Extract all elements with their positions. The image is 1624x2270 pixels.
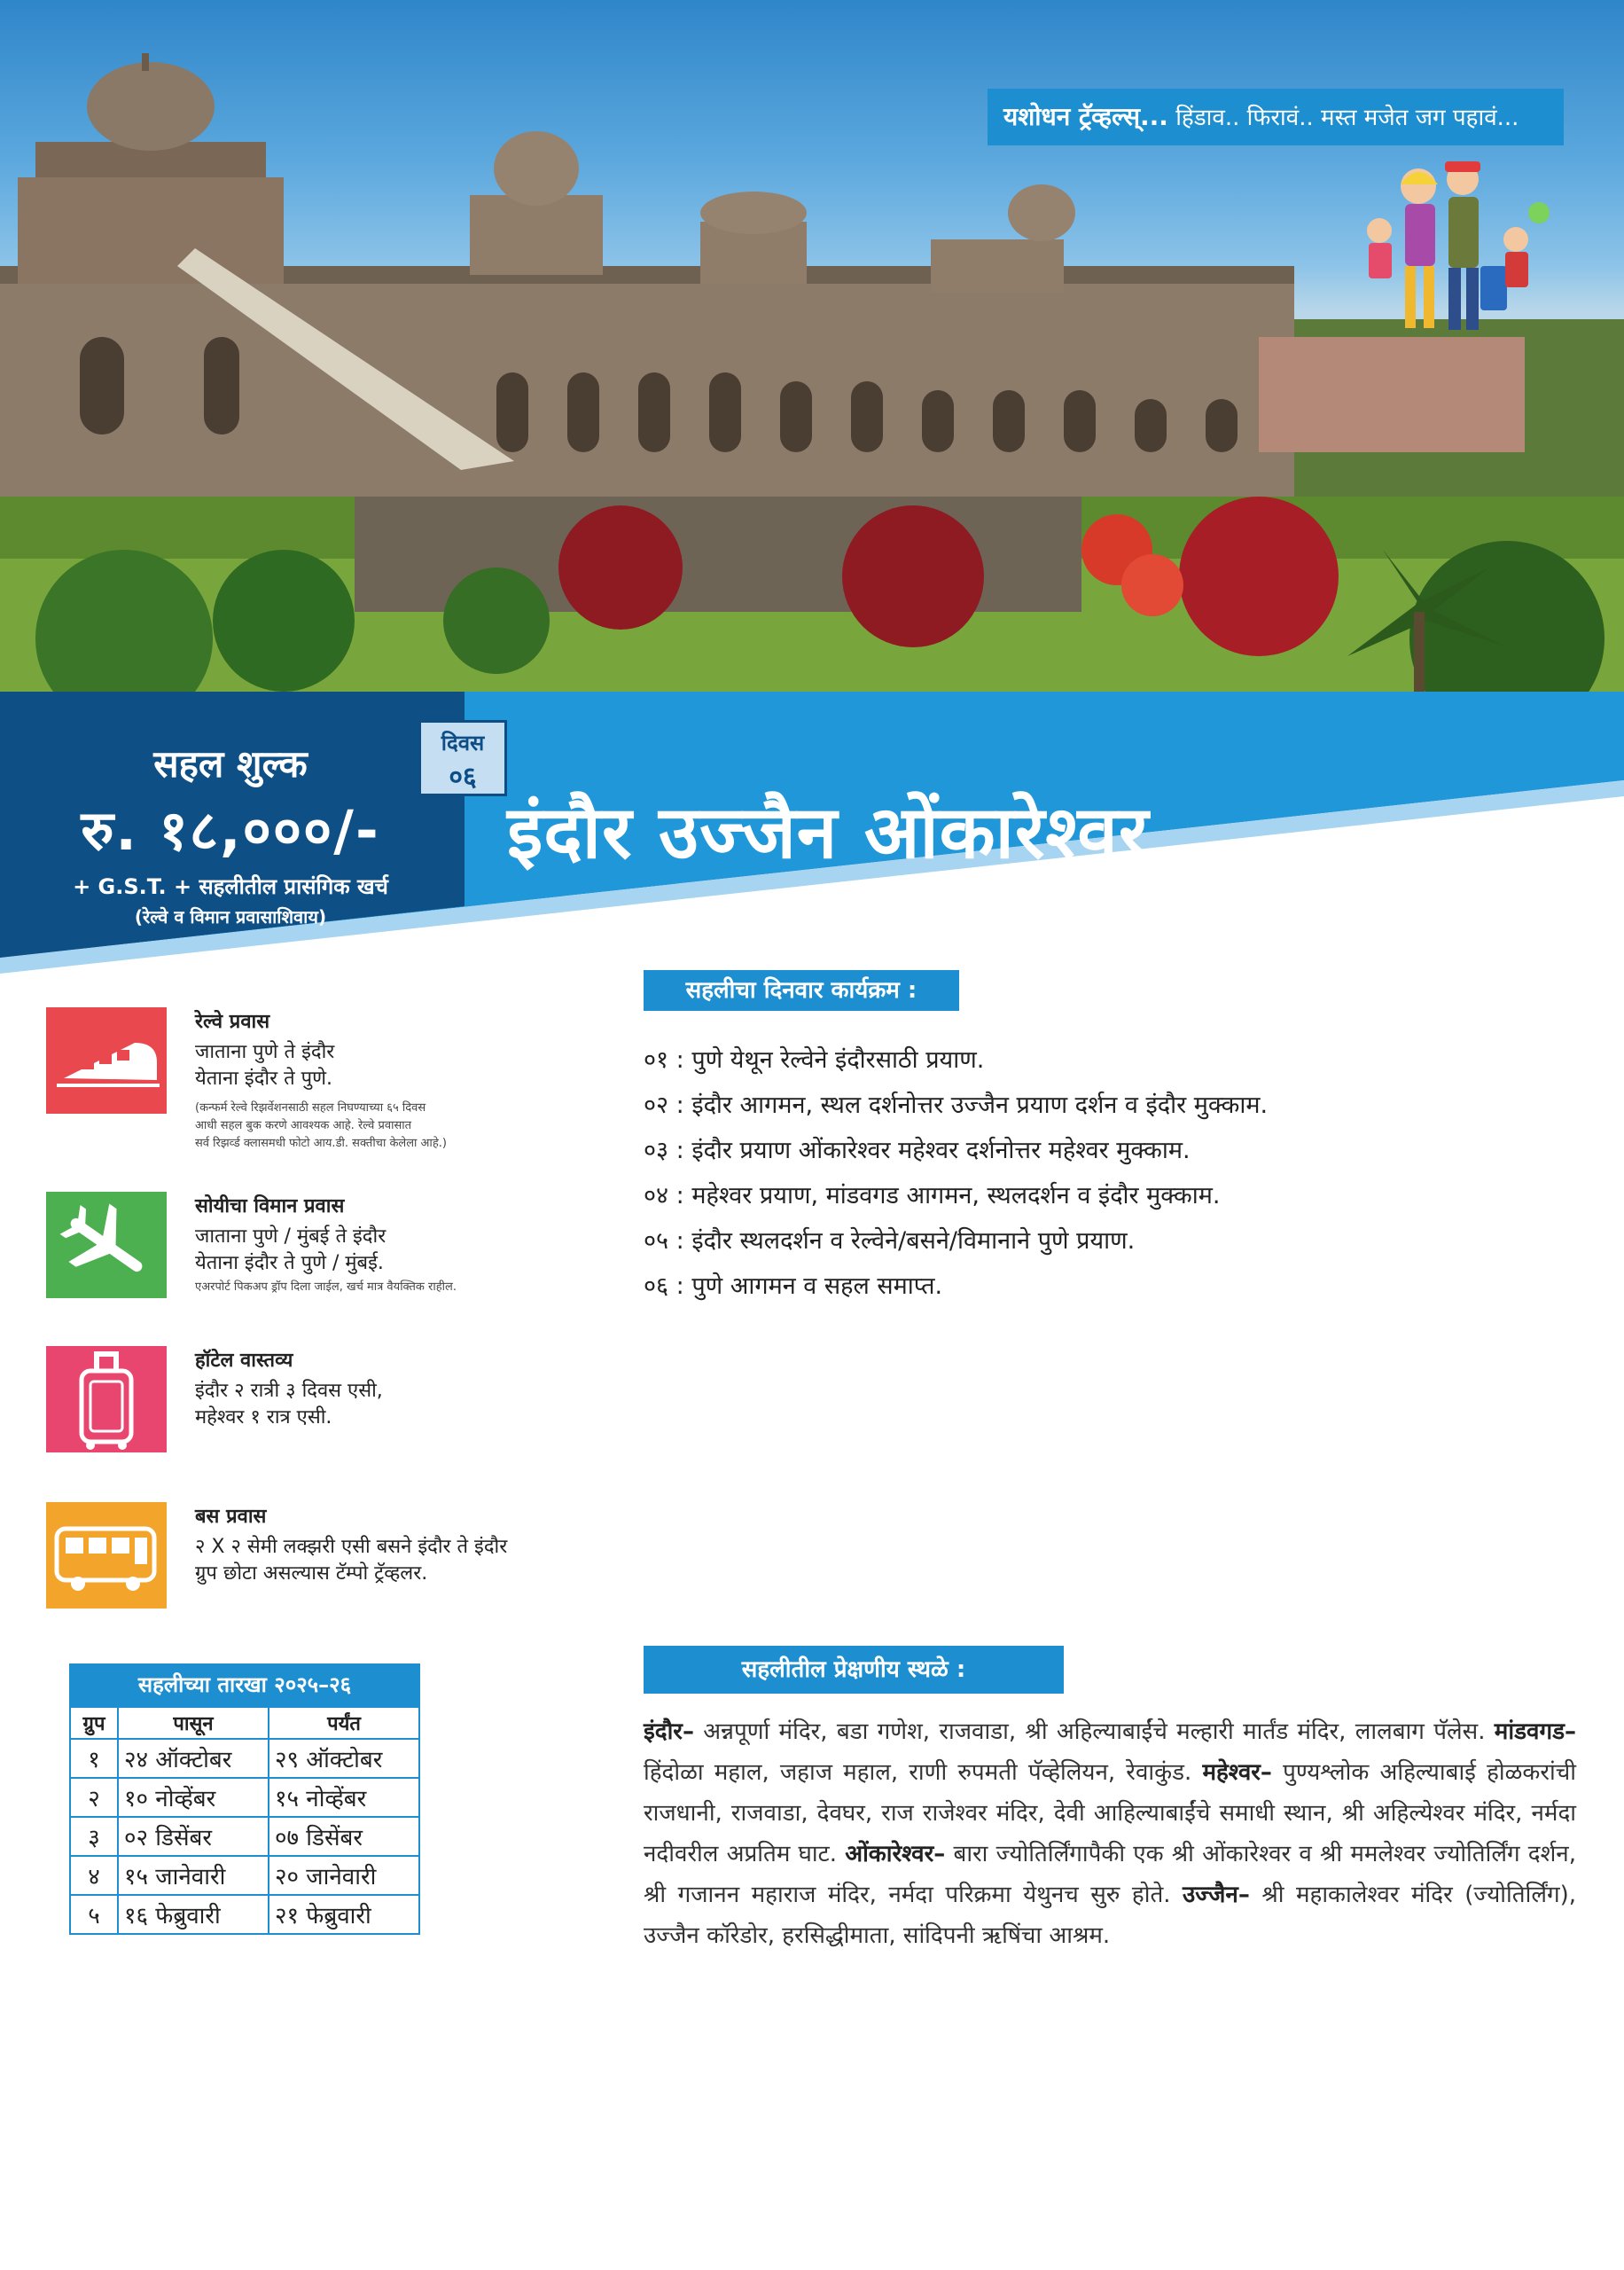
group-cell: ४ [70, 1856, 118, 1895]
column-header: पर्यंत [269, 1707, 419, 1739]
itinerary-list [644, 1037, 1592, 1309]
group-cell: २ [70, 1778, 118, 1817]
place-label: ओंकारेश्वर– [845, 1841, 946, 1867]
group-cell: १ [70, 1739, 118, 1778]
hero-photo [0, 0, 1624, 780]
table-row [70, 1739, 419, 1778]
group-cell: ५ [70, 1895, 118, 1934]
itinerary-day: ०२ : इंदौर आगमन, स्थल दर्शनोत्तर उज्जैन प्रयाण दर्शन व इंदौर मुक्काम. [644, 1092, 1269, 1119]
table-row [70, 1895, 419, 1934]
place-text: बारा ज्योतिर्लिंगापैकी एक श्री ओंकारेश्वर व श्री ममलेश्वर ज्योतिर्लिंग दर्शन, श्री गजानन महाराज मंदिर, नर्मदा परिक्रमा येथुनच सुरु होते. [644, 1841, 1576, 1908]
brand-name: यशोधन ट्रॅव्हल्स्... [1003, 102, 1168, 131]
to-cell: २९ ऑक्टोबर [269, 1739, 419, 1778]
train-icon [46, 1007, 167, 1114]
column-header: पासून [118, 1707, 269, 1739]
place-label: मांडवगड– [1494, 1718, 1576, 1745]
facility-heading: रेल्वे प्रवास [195, 1011, 270, 1033]
from-cell: १६ फेब्रुवारी [118, 1895, 269, 1934]
itinerary-day: ०४ : महेश्वर प्रयाण, मांडवगड आगमन, स्थलदर्शन व इंदौर मुक्काम. [644, 1182, 1221, 1209]
fee-amount: रु. १८,०००/- [81, 798, 380, 863]
from-cell: २४ ऑक्टोबर [118, 1739, 269, 1778]
itinerary-heading: सहलीचा दिनवार कार्यक्रम : [644, 970, 959, 1011]
place-text: श्री महाकालेश्वर मंदिर (ज्योतिर्लिंग), उज्जैन कॉरेडोर, हरसिद्धीमाता, सांदिपनी ऋषिंचा आश्रम. [644, 1882, 1576, 1949]
tour-title: इंदौर उज्जैन ओंकारेश्वर [507, 791, 1150, 875]
facility-line: जाताना पुणे / मुंबई ते इंदौर [195, 1225, 386, 1248]
facility-line: जाताना पुणे ते इंदौर [195, 1041, 335, 1063]
place-label: इंदौर– [644, 1718, 694, 1745]
itinerary-day: ०१ : पुणे येथून रेल्वेने इंदौरसाठी प्रयाण. [644, 1046, 985, 1074]
facility-note: एअरपोर्ट पिकअप ड्रॉप दिला जाईल, खर्च मात्र वैयक्तिक राहील. [195, 1280, 457, 1294]
family-cartoon-icon [1356, 160, 1551, 346]
days-label: दिवस [441, 731, 485, 755]
table-header-row [70, 1707, 419, 1739]
from-cell: १० नोव्हेंबर [118, 1778, 269, 1817]
group-cell: ३ [70, 1817, 118, 1856]
table-row [70, 1817, 419, 1856]
facility-note-line: आधी सहल बुक करणे आवश्यक आहे. रेल्वे प्रवासात [195, 1119, 412, 1132]
facility-heading: सोयीचा विमान प्रवास [195, 1195, 345, 1217]
itinerary-day: ०५ : इंदौर स्थलदर्शन व रेल्वेने/बसने/विमानाने पुणे प्रयाण. [644, 1227, 1136, 1255]
fee-extra: + G.S.T. + सहलीतील प्रासंगिक खर्च [73, 874, 388, 899]
fee-label: सहल शुल्क [153, 742, 308, 786]
bus-icon [46, 1502, 167, 1609]
facility-flight [46, 1192, 587, 1307]
to-cell: १५ नोव्हेंबर [269, 1778, 419, 1817]
from-cell: ०२ डिसेंबर [118, 1817, 269, 1856]
place-label: उज्जैन– [1183, 1882, 1250, 1908]
to-cell: ०७ डिसेंबर [269, 1817, 419, 1856]
dates-table [69, 1663, 420, 1935]
facility-line: ग्रुप छोटा असल्यास टॅम्पो ट्रॅव्हलर. [195, 1562, 428, 1585]
table-row [70, 1856, 419, 1895]
facility-note-line: सर्व रिझर्व्ड क्लासमधी फोटो आय.डी. सक्तीचा केलेला आहे.) [195, 1137, 447, 1150]
itinerary-day: ०६ : पुणे आगमन व सहल समाप्त. [644, 1272, 943, 1300]
price-block [0, 727, 461, 928]
header-tagline [988, 89, 1564, 145]
facility-note [195, 1100, 603, 1153]
facility-heading: बस प्रवास [195, 1506, 267, 1528]
facility-line: येताना इंदौर ते पुणे / मुंबई. [195, 1252, 384, 1274]
facility-heading: हॉटेल वास्तव्य [195, 1350, 293, 1372]
facility-line: येताना इंदौर ते पुणे. [195, 1068, 333, 1090]
place-label: महेश्वर– [1202, 1759, 1272, 1786]
dates-caption: सहलीच्या तारखा २०२५–२६ [69, 1663, 420, 1706]
fee-exclusion: (रेल्वे व विमान प्रवासाशिवाय) [134, 906, 327, 928]
facility-note-line: (कन्फर्म रेल्वे रिझर्वेशनसाठी सहल निघण्याच्या ६५ दिवस [195, 1101, 426, 1115]
place-text: अन्नपूर्णा मंदिर, बडा गणेश, राजवाडा, श्री अहिल्याबाईंचे मल्हारी मार्तंड मंदिर, लालबाग पॅलेस. [693, 1718, 1495, 1745]
place-text: हिंदोळा महाल, जहाज महाल, राणी रुपमती पॅव्हेलियन, रेवाकुंड. [644, 1759, 1203, 1786]
table-row [70, 1778, 419, 1817]
brand-slogan: हिंडाव.. फिरावं.. मस्त मजेत जग पहावं... [1175, 105, 1519, 131]
airplane-icon [46, 1192, 167, 1298]
facility-hotel [46, 1346, 587, 1456]
days-value: ०६ [449, 762, 477, 793]
to-cell: २१ फेब्रुवारी [269, 1895, 419, 1934]
facility-bus [46, 1502, 587, 1612]
column-header: ग्रुप [70, 1707, 118, 1739]
facility-line: महेश्वर १ रात्र एसी. [195, 1406, 332, 1429]
days-badge [418, 720, 507, 796]
from-cell: १५ जानेवारी [118, 1856, 269, 1895]
facility-line: इंदौर २ रात्री ३ दिवस एसी, [195, 1380, 383, 1402]
place-text: पुण्यश्लोक अहिल्याबाई होळकरांची राजधानी, राजवाडा, देवघर, राज राजेश्वर मंदिर, देवी आहिल्याबाईंचे समाधी स्थान, श्री अहिल्येश्वर मंदिर, नर्मदा नदीवरील अप्रतिम घाट. [644, 1759, 1576, 1867]
sights-heading: सहलीतील प्रेक्षणीय स्थळे : [644, 1646, 1064, 1694]
sights-paragraph [644, 1711, 1576, 1956]
itinerary-day: ०३ : इंदौर प्रयाण ओंकारेश्वर महेश्वर दर्शनोत्तर महेश्वर मुक्काम. [644, 1137, 1191, 1164]
facility-train [46, 1007, 587, 1176]
to-cell: २० जानेवारी [269, 1856, 419, 1895]
suitcase-icon [46, 1346, 167, 1452]
facility-line: २ X २ सेमी लक्झरी एसी बसने इंदौर ते इंदौर [195, 1536, 508, 1558]
